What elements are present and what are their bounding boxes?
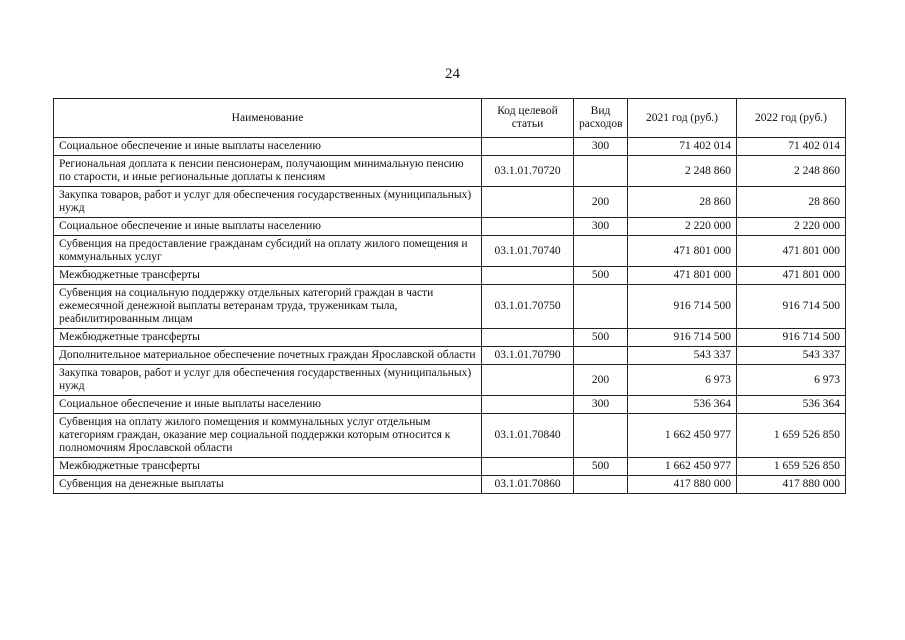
cell-name: Дополнительное материальное обеспечение почетных граждан Ярославской области [54,347,482,365]
cell-name: Субвенция на социальную поддержку отдельных категорий граждан в части ежемесячной денежной выплаты ветеранам труда, труженикам тыла, реабилитированным лицам [54,285,482,329]
cell-kind: 500 [574,267,628,285]
cell-code [482,365,574,396]
cell-2021: 471 801 000 [628,236,737,267]
cell-name: Закупка товаров, работ и услуг для обеспечения государственных (муниципальных) нужд [54,365,482,396]
cell-2021: 916 714 500 [628,285,737,329]
table-row [54,285,846,329]
cell-code: 03.1.01.70790 [482,347,574,365]
cell-code: 03.1.01.70860 [482,476,574,494]
table-row [54,396,846,414]
cell-name: Социальное обеспечение и иные выплаты населению [54,396,482,414]
cell-code [482,138,574,156]
table-row [54,236,846,267]
cell-kind [574,285,628,329]
cell-code: 03.1.01.70750 [482,285,574,329]
budget-table [53,98,846,494]
cell-kind: 200 [574,365,628,396]
cell-2021: 2 248 860 [628,156,737,187]
cell-2022: 6 973 [737,365,846,396]
cell-name: Закупка товаров, работ и услуг для обеспечения государственных (муниципальных) нужд [54,187,482,218]
cell-2022: 536 364 [737,396,846,414]
cell-2021: 417 880 000 [628,476,737,494]
cell-kind [574,414,628,458]
cell-name: Субвенция на оплату жилого помещения и коммунальных услуг отдельным категориям граждан, оказание мер социальной поддержки которым относится к полномочиям Ярославской области [54,414,482,458]
table-row [54,458,846,476]
cell-name: Субвенция на денежные выплаты [54,476,482,494]
cell-2022: 417 880 000 [737,476,846,494]
cell-2021: 1 662 450 977 [628,458,737,476]
cell-kind: 300 [574,138,628,156]
header-2022: 2022 год (руб.) [737,99,846,138]
table-row [54,138,846,156]
cell-2022: 1 659 526 850 [737,414,846,458]
cell-2022: 543 337 [737,347,846,365]
cell-2021: 28 860 [628,187,737,218]
cell-kind: 500 [574,329,628,347]
cell-2022: 471 801 000 [737,236,846,267]
cell-code: 03.1.01.70720 [482,156,574,187]
cell-code [482,458,574,476]
cell-2022: 916 714 500 [737,329,846,347]
cell-name: Социальное обеспечение и иные выплаты населению [54,138,482,156]
cell-code [482,396,574,414]
cell-kind: 300 [574,396,628,414]
cell-2022: 71 402 014 [737,138,846,156]
cell-2021: 2 220 000 [628,218,737,236]
cell-name: Межбюджетные трансферты [54,267,482,285]
cell-2021: 71 402 014 [628,138,737,156]
cell-code: 03.1.01.70840 [482,414,574,458]
cell-2021: 916 714 500 [628,329,737,347]
table-header-row [54,99,846,138]
cell-kind [574,156,628,187]
cell-2021: 6 973 [628,365,737,396]
cell-kind: 300 [574,218,628,236]
cell-code [482,187,574,218]
header-code: Код целевой статьи [482,99,574,138]
cell-2021: 1 662 450 977 [628,414,737,458]
table-row [54,414,846,458]
cell-name: Субвенция на предоставление гражданам субсидий на оплату жилого помещения и коммунальных услуг [54,236,482,267]
table-row [54,187,846,218]
cell-kind: 500 [574,458,628,476]
table-row [54,365,846,396]
cell-kind [574,347,628,365]
header-kind: Вид расходов [574,99,628,138]
table-row [54,329,846,347]
cell-kind [574,476,628,494]
table-row [54,476,846,494]
cell-2022: 471 801 000 [737,267,846,285]
cell-2022: 2 220 000 [737,218,846,236]
cell-2022: 916 714 500 [737,285,846,329]
table-row [54,347,846,365]
cell-2021: 471 801 000 [628,267,737,285]
cell-name: Социальное обеспечение и иные выплаты населению [54,218,482,236]
table-row [54,156,846,187]
header-name: Наименование [54,99,482,138]
cell-name: Межбюджетные трансферты [54,329,482,347]
cell-kind: 200 [574,187,628,218]
page-number: 24 [445,66,460,82]
table-row [54,218,846,236]
cell-name: Региональная доплата к пенсии пенсионерам, получающим минимальную пенсию по старости, и иные региональные доплаты к пенсиям [54,156,482,187]
header-2021: 2021 год (руб.) [628,99,737,138]
cell-2022: 2 248 860 [737,156,846,187]
cell-code [482,218,574,236]
cell-2022: 28 860 [737,187,846,218]
cell-kind [574,236,628,267]
cell-code: 03.1.01.70740 [482,236,574,267]
cell-2021: 543 337 [628,347,737,365]
cell-2021: 536 364 [628,396,737,414]
cell-2022: 1 659 526 850 [737,458,846,476]
table-row [54,267,846,285]
cell-code [482,267,574,285]
cell-name: Межбюджетные трансферты [54,458,482,476]
cell-code [482,329,574,347]
